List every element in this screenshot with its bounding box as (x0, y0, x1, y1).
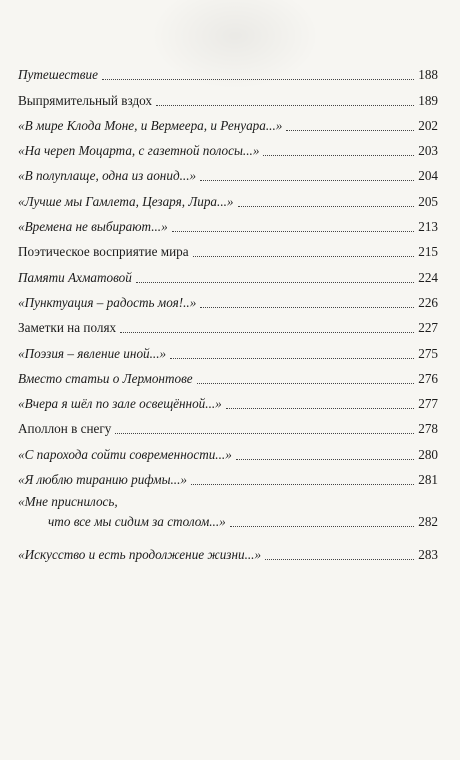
toc-entry-page: 282 (418, 514, 438, 530)
toc-entry-title: Аполлон в снегу (18, 421, 112, 437)
toc-entry-multiline[interactable] (18, 488, 438, 530)
toc-entry[interactable] (18, 437, 438, 462)
toc-entry-page: 188 (418, 67, 438, 83)
toc-entry[interactable] (18, 235, 438, 260)
toc-entry-page: 202 (418, 117, 438, 133)
dot-leader (263, 155, 414, 156)
toc-entry-page: 189 (418, 92, 438, 108)
toc-entry-page: 278 (418, 421, 438, 437)
toc-entry-title: «Я люблю тиранию рифмы...» (18, 472, 187, 488)
toc-entry-title: Путешествие (18, 67, 98, 83)
toc-entry[interactable] (18, 311, 438, 336)
dot-leader (102, 79, 414, 80)
dot-leader (236, 459, 414, 460)
toc-entry-page: 276 (418, 370, 438, 386)
toc-entry[interactable] (18, 463, 438, 488)
toc-entry-title: «В мире Клода Моне, и Вермеера, и Ренуара...» (18, 117, 283, 133)
toc-entry[interactable] (18, 184, 438, 209)
toc-entry[interactable] (18, 412, 438, 437)
dot-leader (136, 282, 414, 283)
toc-entry[interactable] (18, 286, 438, 311)
toc-entry-title: Выпрямительный вздох (18, 92, 153, 108)
toc-entry[interactable] (18, 362, 438, 387)
toc-entry[interactable] (18, 109, 438, 134)
toc-entry-page: 213 (418, 219, 438, 235)
toc-entry-title: Памяти Ахматовой (18, 269, 132, 285)
toc-entry-title-line2: что все мы сидим за столом...» (48, 514, 226, 530)
toc-entry-title: «Поэзия – явление иной...» (18, 345, 167, 361)
toc-entry[interactable] (18, 260, 438, 285)
dot-leader (230, 526, 414, 527)
table-of-contents (18, 58, 438, 563)
toc-entry-title: «На череп Моцарта, с газетной полосы...» (18, 143, 260, 159)
toc-entry-page: 277 (418, 396, 438, 412)
toc-entry-page: 227 (418, 320, 438, 336)
dot-leader (200, 307, 414, 308)
dot-leader (193, 256, 414, 257)
toc-entry-title: «С парохода сойти современности...» (18, 446, 232, 462)
dot-leader (286, 130, 414, 131)
toc-entry[interactable] (18, 387, 438, 412)
toc-entry-last[interactable] (18, 538, 438, 563)
toc-entry[interactable] (18, 134, 438, 159)
toc-entry-title: «Времена не выбирают...» (18, 219, 168, 235)
toc-entry[interactable] (18, 83, 438, 108)
toc-entry[interactable] (18, 336, 438, 361)
toc-entry-title-line1: «Мне приснилось, (18, 494, 118, 510)
toc-entry-page: 275 (418, 345, 438, 361)
dot-leader (172, 231, 414, 232)
dot-leader (265, 559, 414, 560)
dot-leader (120, 332, 414, 333)
toc-entry-page: 280 (418, 446, 438, 462)
toc-entry-title: Заметки на полях (18, 320, 117, 336)
dot-leader (200, 180, 414, 181)
dot-leader (238, 206, 414, 207)
toc-entry-page: 204 (418, 168, 438, 184)
dot-leader (226, 408, 414, 409)
toc-entry[interactable] (18, 58, 438, 83)
dot-leader (191, 484, 414, 485)
toc-entry[interactable] (18, 210, 438, 235)
toc-entry-page: 224 (418, 269, 438, 285)
toc-entry-title: Поэтическое восприятие мира (18, 244, 189, 260)
toc-entry-page: 281 (418, 472, 438, 488)
dot-leader (115, 433, 414, 434)
toc-entry-title: «Пунктуация – радость моя!..» (18, 294, 197, 310)
toc-entry-title: «Вчера я шёл по зале освещённой...» (18, 396, 222, 412)
toc-entry-page: 205 (418, 193, 438, 209)
toc-entry-page: 226 (418, 294, 438, 310)
toc-entry-page: 215 (418, 244, 438, 260)
toc-entry-page: 283 (418, 547, 438, 563)
toc-entry-title: «Искусство и есть продолжение жизни...» (18, 547, 262, 563)
toc-entry[interactable] (18, 159, 438, 184)
dot-leader (197, 383, 414, 384)
toc-entry-title: «В полуплаще, одна из аонид...» (18, 168, 197, 184)
dot-leader (170, 358, 414, 359)
dot-leader (156, 105, 414, 106)
toc-entry-title: Вместо статьи о Лермонтове (18, 370, 193, 386)
toc-entry-title: «Лучше мы Гамлета, Цезаря, Лира...» (18, 193, 234, 209)
toc-entry-page: 203 (418, 143, 438, 159)
